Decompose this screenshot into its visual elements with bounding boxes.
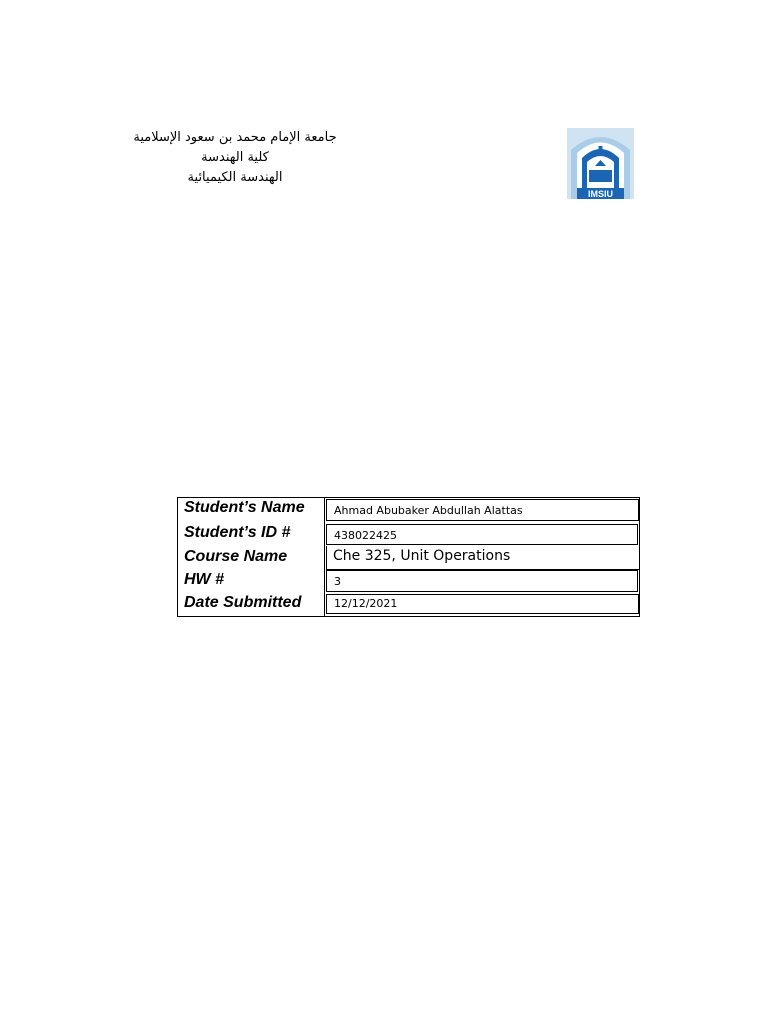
student-name-label: Student’s Name	[184, 499, 305, 516]
course-name-label: Course Name	[184, 548, 288, 565]
hw-number-label: HW #	[184, 571, 224, 588]
table-row	[178, 570, 639, 594]
table-row	[178, 522, 639, 546]
college-name: كلية الهندسة	[201, 150, 269, 165]
table-row	[178, 594, 639, 617]
university-header	[100, 128, 370, 188]
student-id-label: Student’s ID #	[184, 524, 291, 541]
logo-text: IMSIU	[587, 189, 614, 199]
table-row	[178, 546, 639, 570]
department-name: الهندسة الكيميائية	[187, 170, 283, 185]
university-logo	[567, 128, 634, 199]
date-submitted-label: Date Submitted	[184, 594, 302, 611]
student-info-table	[177, 497, 640, 617]
university-name: جامعة الإمام محمد بن سعود الإسلامية	[133, 130, 337, 145]
course-name-value: Che 325, Unit Operations	[326, 546, 639, 570]
date-submitted-value: 12/12/2021	[326, 594, 639, 614]
student-name-value: Ahmad Abubaker Abdullah Alattas	[326, 499, 639, 521]
hw-number-value: 3	[326, 570, 638, 592]
student-id-value: 438022425	[326, 524, 638, 545]
table-row	[178, 498, 639, 522]
